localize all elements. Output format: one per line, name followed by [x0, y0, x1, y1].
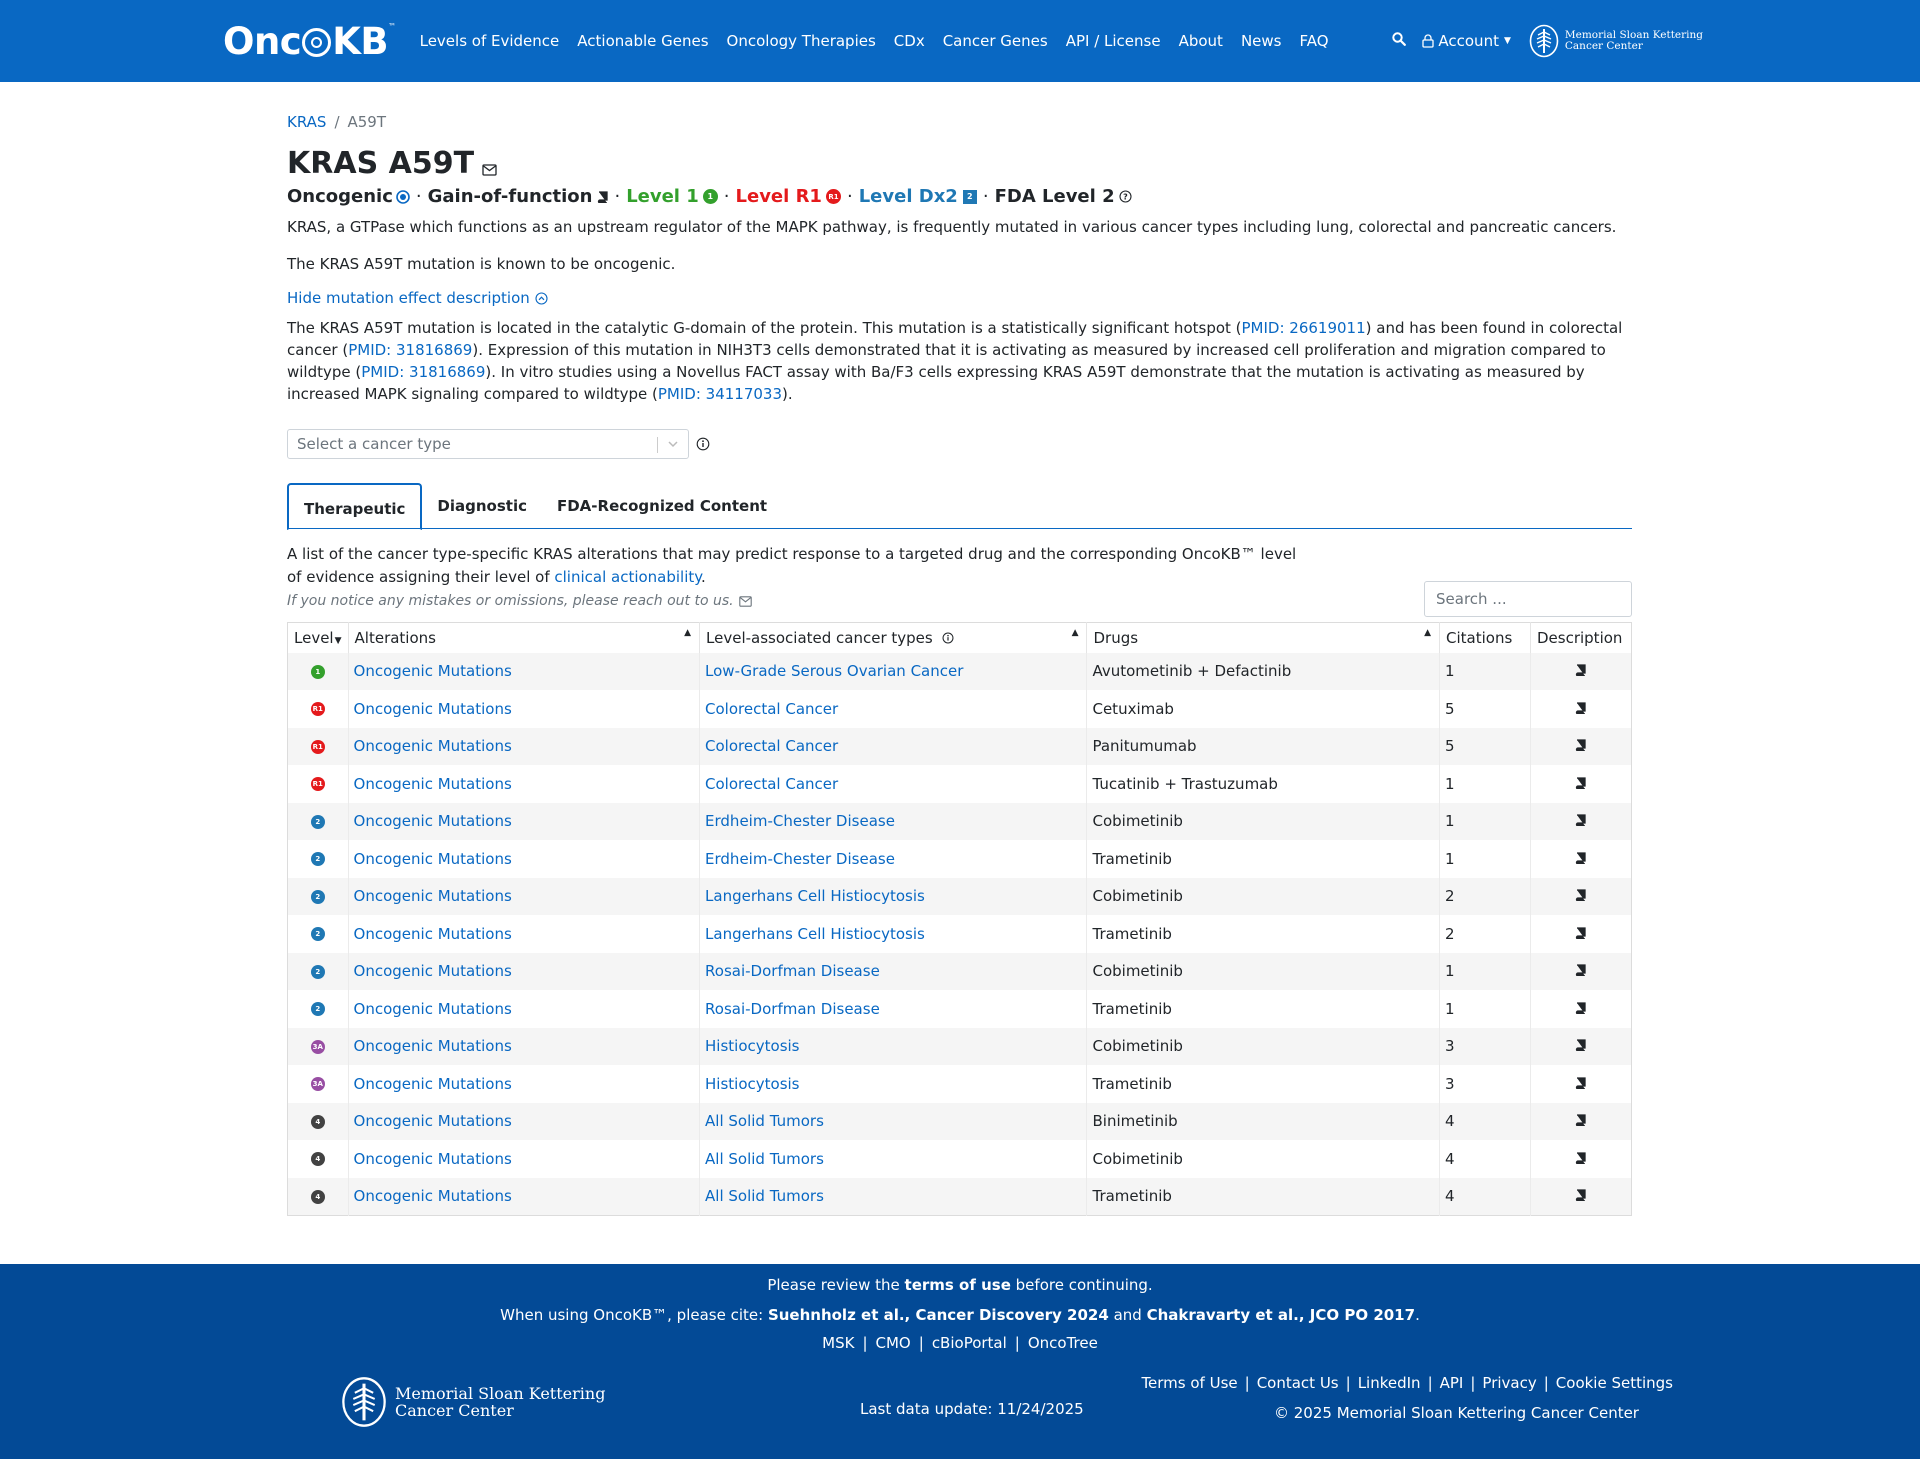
search-icon[interactable]	[1392, 32, 1406, 50]
alteration-cell	[348, 878, 700, 916]
cancer-type-link[interactable]: All Solid Tumors	[705, 1187, 824, 1205]
cancer-type-cell	[700, 1103, 1087, 1141]
level-cell	[288, 1028, 349, 1066]
book-icon[interactable]	[1575, 964, 1586, 976]
msk-line2: Cancer Center	[1564, 40, 1643, 52]
sort-up-icon: ▲	[684, 628, 692, 638]
cancer-type-link[interactable]: Colorectal Cancer	[705, 737, 839, 756]
level-cell	[288, 1065, 349, 1103]
drug-cell: Trametinib	[1087, 915, 1440, 953]
tab-diagnostic[interactable]: Diagnostic	[437, 497, 527, 515]
alteration-link[interactable]: Oncogenic Mutations	[353, 699, 512, 718]
mutation-effect-description: The KRAS A59T mutation is located in the catalytic G-domain of the protein. This mutation is a statistically significant hotspot (PMID: 26619011) and has been found in colorectal cancer (PMID: 31816869). Expression of this mutation in NIH3T3 cells demonstrated that it is activating as measured by increased cell proliferation and migration compared to wildtype (PMID: 31816869). In vitro studies using a Novellus FACT assay with Ba/F3 cells expressing KRAS A59T demonstrate that the mutation is activating as measured by increased MAPK signaling compared to wildtype (PMID: 34117033).	[287, 319, 1623, 403]
breadcrumb	[287, 113, 1632, 133]
description-cell	[1530, 953, 1631, 991]
column-header-description[interactable]: Description	[1530, 623, 1631, 653]
link-separator: |	[1427, 1374, 1433, 1392]
chevron-down-icon	[666, 436, 680, 456]
cancer-type-cell	[700, 878, 1087, 916]
level-cell	[288, 690, 349, 728]
svg-text:?: ?	[1122, 192, 1128, 202]
footer-msk-logo[interactable]	[341, 1376, 605, 1428]
level-cell	[288, 728, 349, 766]
table-row	[288, 915, 1632, 953]
cancer-type-link[interactable]: Erdheim-Chester Disease	[705, 812, 895, 831]
book-icon[interactable]	[1575, 1114, 1586, 1126]
cancer-type-cell	[700, 1140, 1087, 1178]
drug-cell: Cobimetinib	[1087, 1028, 1440, 1066]
account-menu[interactable]	[1422, 32, 1511, 50]
table-row	[288, 878, 1632, 916]
description-cell	[1530, 803, 1631, 841]
citation-notice: When using OncoKB™, please cite: Suehnholz et al., Cancer Discovery 2024 and Chakravarty et al., JCO PO 2017.	[500, 1306, 1420, 1324]
cancer-type-cell	[700, 1178, 1087, 1216]
cancer-type-cell	[700, 803, 1087, 841]
alteration-link[interactable]: Oncogenic Mutations	[353, 1112, 512, 1131]
drug-cell: Panitumumab	[1087, 728, 1440, 766]
link-separator: |	[862, 1334, 868, 1352]
alteration-cell	[348, 953, 700, 991]
level-badge-icon[interactable]: 2	[311, 852, 325, 866]
level-cell	[288, 1103, 349, 1141]
cancer-type-cell	[700, 765, 1087, 803]
cancer-type-select[interactable]	[287, 429, 689, 459]
citations-cell[interactable]: 1	[1440, 765, 1531, 803]
cancer-type-link[interactable]: All Solid Tumors	[705, 1112, 824, 1131]
description-cell	[1530, 840, 1631, 878]
level-badge-icon[interactable]: 2	[311, 1002, 325, 1016]
cancer-type-link[interactable]: Rosai-Dorfman Disease	[705, 999, 880, 1018]
pmid-link[interactable]: PMID: 31816869	[361, 363, 486, 381]
search-placeholder: Search ...	[1436, 590, 1507, 608]
pmid-link[interactable]: PMID: 31816869	[348, 341, 473, 359]
nav-link-about[interactable]: About	[1178, 32, 1223, 50]
tab-fda-recognized-content[interactable]: FDA-Recognized Content	[556, 497, 768, 515]
drug-cell: Tucatinib + Trastuzumab	[1087, 765, 1440, 803]
column-header-cancer-types[interactable]: Level-associated cancer types ▲	[700, 623, 1087, 653]
cancer-type-cell	[700, 840, 1087, 878]
table-row	[288, 653, 1632, 691]
level-r1-icon: R1	[826, 189, 841, 204]
citations-cell[interactable]: 1	[1440, 840, 1531, 878]
pmid-link[interactable]: PMID: 34117033	[657, 385, 783, 403]
table-row	[288, 1178, 1632, 1216]
cancer-type-link[interactable]: Langerhans Cell Histiocytosis	[705, 924, 925, 943]
footer-msk-line1: Memorial Sloan Kettering	[395, 1384, 606, 1403]
level-cell	[288, 990, 349, 1028]
sort-up-icon: ▲	[1424, 628, 1432, 638]
link-separator: |	[1543, 1374, 1549, 1392]
table-row	[288, 803, 1632, 841]
partner-link-cbioportal[interactable]: cBioPortal	[931, 1334, 1007, 1352]
table-row	[288, 840, 1632, 878]
citations-cell[interactable]: 5	[1440, 690, 1531, 728]
alteration-link[interactable]: Oncogenic Mutations	[353, 1074, 512, 1093]
highest-sensitive-level: Level 1	[626, 186, 699, 207]
alteration-link[interactable]: Oncogenic Mutations	[353, 924, 512, 943]
footer-msk-line2: Cancer Center	[395, 1401, 514, 1420]
clinical-actionability-link[interactable]: clinical actionability	[554, 568, 702, 586]
cancer-type-cell	[700, 728, 1087, 766]
drug-cell: Cobimetinib	[1087, 803, 1440, 841]
alteration-link[interactable]: Oncogenic Mutations	[353, 999, 512, 1018]
oncogenic-target-icon	[396, 190, 410, 204]
nav-link-oncology-therapies[interactable]: Oncology Therapies	[726, 32, 876, 50]
book-icon[interactable]	[1575, 1002, 1586, 1014]
cancer-type-link[interactable]: Histiocytosis	[705, 1037, 800, 1056]
msk-logo[interactable]	[1529, 24, 1703, 58]
summary-separator: ·	[982, 186, 989, 207]
table-row	[288, 953, 1632, 991]
cancer-type-link[interactable]: Colorectal Cancer	[705, 699, 839, 718]
partner-link-cmo[interactable]: CMO	[875, 1334, 911, 1352]
terms-notice: Please review the terms of use before continuing.	[767, 1276, 1153, 1294]
alteration-cell	[348, 728, 700, 766]
citations-cell[interactable]: 3	[1440, 1028, 1531, 1066]
nav-link-faq[interactable]: FAQ	[1299, 32, 1329, 50]
book-icon[interactable]	[1575, 852, 1586, 864]
column-header-level[interactable]: Level▼	[288, 623, 349, 653]
sort-up-icon: ▲	[1071, 628, 1079, 638]
citations-cell[interactable]: 4	[1440, 1140, 1531, 1178]
caret-down-icon: ▼	[1503, 36, 1511, 46]
footer-link-linkedin[interactable]: LinkedIn	[1357, 1374, 1421, 1392]
level-badge-icon[interactable]: 4	[311, 1115, 325, 1129]
description-cell	[1530, 1178, 1631, 1216]
level-cell	[288, 765, 349, 803]
footer-link-contact-us[interactable]: Contact Us	[1256, 1374, 1339, 1392]
cancer-type-link[interactable]: All Solid Tumors	[705, 1149, 824, 1168]
alteration-link[interactable]: Oncogenic Mutations	[353, 662, 512, 681]
alteration-cell	[348, 803, 700, 841]
description-cell	[1530, 653, 1631, 691]
level-1-icon: 1	[703, 189, 718, 204]
mutation-effect-label: Gain-of-function	[427, 186, 593, 207]
nav-link-levels-of-evidence[interactable]: Levels of Evidence	[419, 32, 560, 50]
description-cell	[1530, 1065, 1631, 1103]
drug-cell: Trametinib	[1087, 1065, 1440, 1103]
level-badge-icon[interactable]: 2	[311, 927, 325, 941]
book-icon[interactable]	[1575, 1039, 1586, 1051]
partner-link-msk[interactable]: MSK	[822, 1334, 855, 1352]
drug-cell: Trametinib	[1087, 1178, 1440, 1216]
description-cell	[1530, 1140, 1631, 1178]
alteration-cell	[348, 1065, 700, 1103]
select-divider	[657, 437, 658, 453]
nav-link-actionable-genes[interactable]: Actionable Genes	[577, 32, 709, 50]
description-cell	[1530, 878, 1631, 916]
drug-cell: Trametinib	[1087, 990, 1440, 1028]
summary-separator: ·	[415, 186, 422, 207]
level-badge-icon[interactable]: 4	[311, 1190, 325, 1204]
footer	[0, 1264, 1920, 1459]
variant-summary: The KRAS A59T mutation is known to be oncogenic.	[287, 255, 676, 273]
msk-line1: Memorial Sloan Kettering	[1564, 29, 1703, 41]
citations-cell[interactable]: 1	[1440, 990, 1531, 1028]
cancer-type-cell	[700, 690, 1087, 728]
level-cell	[288, 1140, 349, 1178]
level-badge-icon[interactable]: 2	[311, 815, 325, 829]
alteration-cell	[348, 653, 700, 691]
footer-links	[1141, 1374, 1673, 1392]
breadcrumb-separator: /	[334, 113, 340, 131]
book-icon[interactable]	[1575, 1077, 1586, 1089]
hide-mutation-effect-toggle[interactable]	[287, 289, 1632, 307]
alteration-link[interactable]: Oncogenic Mutations	[353, 812, 512, 831]
fda-level: FDA Level 2	[994, 186, 1115, 207]
level-dx2-icon: 2	[963, 190, 977, 204]
citations-cell[interactable]: 4	[1440, 1178, 1531, 1216]
level-cell	[288, 653, 349, 691]
level-badge-icon[interactable]: 2	[311, 965, 325, 979]
link-separator: |	[1244, 1374, 1250, 1392]
description-cell	[1530, 1028, 1631, 1066]
copyright: © 2025 Memorial Sloan Kettering Cancer Center	[1274, 1404, 1639, 1422]
table-search-input[interactable]	[1424, 581, 1632, 617]
nav-link-cdx[interactable]: CDx	[893, 32, 925, 50]
level-badge-icon[interactable]: 3A	[311, 1040, 325, 1054]
alteration-cell	[348, 690, 700, 728]
drug-cell: Cobimetinib	[1087, 953, 1440, 991]
cancer-type-cell	[700, 653, 1087, 691]
book-icon[interactable]	[597, 191, 608, 203]
citation-link-1[interactable]: Suehnholz et al., Cancer Discovery 2024	[767, 1306, 1109, 1324]
logo-ring-icon	[302, 28, 331, 57]
alteration-cell	[348, 915, 700, 953]
cancer-type-cell	[700, 1028, 1087, 1066]
oncokb-logo[interactable]: Onc KB ™	[223, 19, 396, 63]
msk-emblem-icon	[1529, 24, 1559, 58]
table-row	[288, 990, 1632, 1028]
alteration-summary	[287, 186, 1632, 207]
cancer-type-link[interactable]: Langerhans Cell Histiocytosis	[705, 887, 925, 906]
book-icon[interactable]	[1575, 777, 1586, 789]
level-badge-icon[interactable]: 3A	[311, 1077, 325, 1091]
level-cell	[288, 878, 349, 916]
alteration-link[interactable]: Oncogenic Mutations	[353, 737, 512, 756]
nav-link-news[interactable]: News	[1240, 32, 1282, 50]
table-row	[288, 1140, 1632, 1178]
nav-link-api-license[interactable]: API / License	[1065, 32, 1161, 50]
table-row	[288, 690, 1632, 728]
link-separator: |	[1014, 1334, 1020, 1352]
footer-link-api[interactable]: API	[1439, 1374, 1464, 1392]
citations-cell[interactable]: 1	[1440, 803, 1531, 841]
alteration-cell	[348, 1028, 700, 1066]
alteration-cell	[348, 840, 700, 878]
table-row	[288, 1028, 1632, 1066]
alteration-link[interactable]: Oncogenic Mutations	[353, 1187, 512, 1205]
level-badge-icon[interactable]: 4	[311, 1152, 325, 1166]
citations-cell[interactable]: 2	[1440, 878, 1531, 916]
feedback-note: If you notice any mistakes or omissions, please reach out to us.	[287, 590, 1307, 613]
book-icon[interactable]	[1575, 927, 1586, 939]
citations-cell[interactable]: 1	[1440, 653, 1531, 691]
cancer-type-link[interactable]: Rosai-Dorfman Disease	[705, 962, 880, 981]
column-header-drugs[interactable]: Drugs ▲	[1087, 623, 1440, 653]
book-icon[interactable]	[1575, 889, 1586, 901]
table-row	[288, 1065, 1632, 1103]
nav-link-cancer-genes[interactable]: Cancer Genes	[942, 32, 1048, 50]
cancer-type-cell	[700, 953, 1087, 991]
help-icon[interactable]	[1119, 190, 1132, 203]
column-header-alterations[interactable]: Alterations ▲	[348, 623, 700, 653]
alteration-cell	[348, 1103, 700, 1141]
alteration-cell	[348, 1178, 700, 1216]
tab-description: A list of the cancer type-specific KRAS alterations that may predict response to a targeted drug and the corresponding OncoKB™ level of evidence assigning their level of clinical actionability. If you notice any mistakes or omissions, please reach out to us.	[287, 543, 1307, 613]
footer-link-cookie-settings[interactable]: Cookie Settings	[1555, 1374, 1673, 1392]
level-badge-icon[interactable]: R1	[311, 740, 325, 754]
description-cell	[1530, 915, 1631, 953]
description-cell	[1530, 690, 1631, 728]
highest-diagnostic-level: Level Dx2	[858, 186, 958, 207]
chevron-up-circle-icon	[535, 292, 548, 305]
book-icon[interactable]	[1575, 739, 1586, 751]
cancer-type-cell	[700, 1065, 1087, 1103]
description-cell	[1530, 1103, 1631, 1141]
account-label: Account	[1438, 32, 1499, 50]
alteration-link[interactable]: Oncogenic Mutations	[353, 887, 512, 906]
description-cell	[1530, 728, 1631, 766]
mail-icon[interactable]	[739, 596, 752, 607]
partner-link-oncotree[interactable]: OncoTree	[1027, 1334, 1098, 1352]
alteration-cell	[348, 765, 700, 803]
page-title-text: KRAS A59T	[287, 145, 475, 181]
alteration-cell	[348, 1140, 700, 1178]
main-content	[287, 82, 1632, 1216]
msk-emblem-icon	[341, 1376, 387, 1428]
oncogenicity-label: Oncogenic	[287, 186, 393, 207]
level-cell	[288, 953, 349, 991]
gene-summary: KRAS, a GTPase which functions as an upstream regulator of the MAPK pathway, is frequently mutated in various cancer types including lung, colorectal and pancreatic cancers.	[287, 218, 1617, 236]
summary-separator: ·	[846, 186, 853, 207]
footer-link-terms-of-use[interactable]: Terms of Use	[1141, 1374, 1238, 1392]
table-row	[288, 765, 1632, 803]
page-title	[287, 143, 1632, 183]
alteration-link[interactable]: Oncogenic Mutations	[353, 1037, 512, 1056]
info-icon[interactable]	[942, 632, 954, 644]
breadcrumb-current: A59T	[347, 113, 387, 131]
citations-cell[interactable]: 3	[1440, 1065, 1531, 1103]
link-separator: |	[1345, 1374, 1351, 1392]
level-badge-icon[interactable]: R1	[311, 702, 325, 716]
alteration-cell	[348, 990, 700, 1028]
cancer-type-link[interactable]: Low-Grade Serous Ovarian Cancer	[705, 662, 964, 681]
book-icon[interactable]	[1575, 1189, 1586, 1201]
highest-resistance-level: Level R1	[735, 186, 822, 207]
toggle-label: Hide mutation effect description	[287, 289, 530, 307]
book-icon[interactable]	[1575, 702, 1586, 714]
description-cell	[1530, 990, 1631, 1028]
drug-cell: Avutometinib + Defactinib	[1087, 653, 1440, 691]
last-data-update: Last data update: 11/24/2025	[860, 1400, 1084, 1418]
lock-icon	[1422, 34, 1434, 48]
alteration-link[interactable]: Oncogenic Mutations	[353, 774, 512, 793]
level-badge-icon[interactable]: 2	[311, 890, 325, 904]
select-placeholder: Select a cancer type	[297, 435, 451, 453]
level-cell	[288, 915, 349, 953]
breadcrumb-gene-link[interactable]: KRAS	[287, 113, 327, 131]
terms-of-use-link[interactable]: terms of use	[904, 1276, 1011, 1294]
drug-cell: Binimetinib	[1087, 1103, 1440, 1141]
book-icon[interactable]	[1575, 1152, 1586, 1164]
cancer-type-link[interactable]: Histiocytosis	[705, 1074, 800, 1093]
cancer-type-link[interactable]: Erdheim-Chester Disease	[705, 849, 895, 868]
link-separator: |	[1470, 1374, 1476, 1392]
pmid-link[interactable]: PMID: 26619011	[1241, 319, 1366, 337]
book-icon[interactable]	[1575, 814, 1586, 826]
description-cell	[1530, 765, 1631, 803]
citations-cell[interactable]: 1	[1440, 953, 1531, 991]
top-navbar	[0, 0, 1920, 82]
tab-therapeutic[interactable]: Therapeutic	[287, 483, 422, 530]
level-badge-icon[interactable]: 1	[311, 665, 325, 679]
table-row	[288, 1103, 1632, 1141]
footer-link-privacy[interactable]: Privacy	[1482, 1374, 1537, 1392]
cancer-type-cell	[700, 915, 1087, 953]
level-cell	[288, 840, 349, 878]
cancer-type-link[interactable]: Colorectal Cancer	[705, 774, 839, 793]
level-cell	[288, 1178, 349, 1216]
therapeutic-table	[287, 622, 1632, 1216]
drug-cell: Cobimetinib	[1087, 878, 1440, 916]
alteration-link[interactable]: Oncogenic Mutations	[353, 962, 512, 981]
alteration-link[interactable]: Oncogenic Mutations	[353, 1149, 512, 1168]
drug-cell: Cetuximab	[1087, 690, 1440, 728]
citations-cell[interactable]: 5	[1440, 728, 1531, 766]
info-icon[interactable]	[696, 437, 710, 451]
evidence-tabs	[287, 483, 1632, 529]
citation-link-2[interactable]: Chakravarty et al., JCO PO 2017	[1146, 1306, 1416, 1324]
drug-cell: Trametinib	[1087, 840, 1440, 878]
alteration-link[interactable]: Oncogenic Mutations	[353, 849, 512, 868]
citations-cell[interactable]: 4	[1440, 1103, 1531, 1141]
main-nav	[420, 32, 1347, 50]
summary-separator: ·	[614, 186, 621, 207]
book-icon[interactable]	[1575, 664, 1586, 676]
summary-separator: ·	[723, 186, 730, 207]
cancer-type-cell	[700, 990, 1087, 1028]
link-separator: |	[918, 1334, 924, 1352]
mail-icon[interactable]	[482, 149, 497, 184]
sort-down-icon: ▼	[334, 635, 342, 646]
partner-links	[0, 1334, 1920, 1352]
column-header-citations[interactable]: Citations	[1440, 623, 1531, 653]
level-badge-icon[interactable]: R1	[311, 777, 325, 791]
citations-cell[interactable]: 2	[1440, 915, 1531, 953]
drug-cell: Cobimetinib	[1087, 1140, 1440, 1178]
level-cell	[288, 803, 349, 841]
table-row	[288, 728, 1632, 766]
